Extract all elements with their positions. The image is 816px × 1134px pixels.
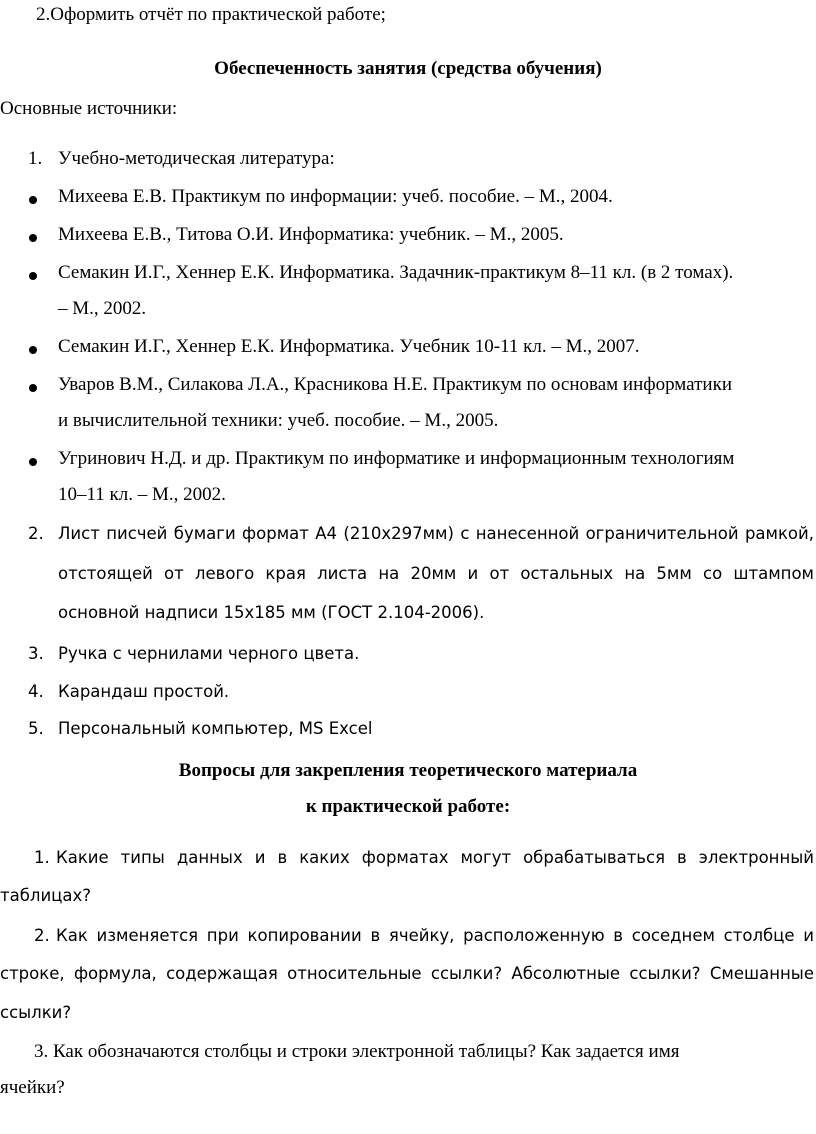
list-item-3-text: Ручка с чернилами черного цвета. bbox=[58, 644, 360, 663]
bullet-item-6-line-1: Угринович Н.Д. и др. Практикум по информатике и информационным технологиям bbox=[58, 448, 735, 469]
list-item-5-text: Персональный компьютер, MS Excel bbox=[58, 719, 373, 738]
bullet-icon bbox=[29, 272, 37, 280]
bullet-item-4: Семакин И.Г., Хеннер Е.К. Информатика. Учебник 10-11 кл. – М., 2007. bbox=[58, 336, 640, 357]
bullet-icon bbox=[29, 196, 37, 204]
question-2-line-3: ссылки? bbox=[0, 1003, 72, 1022]
bullet-item-5-line-1: Уваров В.М., Силакова Л.А., Красникова Н.Е. Практикум по основам информатики bbox=[58, 374, 732, 395]
question-2-line-1: Как изменяется при копировании в ячейку, расположенную в соседнем столбце и bbox=[56, 926, 814, 945]
bullet-icon bbox=[29, 384, 37, 392]
question-3-line-2: ячейки? bbox=[0, 1077, 65, 1098]
bullet-item-2: Михеева Е.В., Титова О.И. Информатика: учебник. – М., 2005. bbox=[58, 224, 564, 245]
bullet-item-6-line-2: 10–11 кл. – М., 2002. bbox=[58, 484, 226, 505]
list-number-3: 3. bbox=[28, 644, 44, 663]
list-number-2: 2. bbox=[28, 524, 44, 543]
question-1-line-2: таблицах? bbox=[0, 886, 92, 905]
bullet-item-3-line-1: Семакин И.Г., Хеннер Е.К. Информатика. Задачник-практикум 8–11 кл. (в 2 томах). bbox=[58, 262, 734, 283]
list-item-1-text: Учебно-методическая литература: bbox=[58, 148, 335, 169]
question-2-line-2: строке, формула, содержащая относительные ссылки? Абсолютные ссылки? Смешанные bbox=[0, 964, 814, 983]
list-item-2-line-2: отстоящей от левого края листа на 20мм и от остальных на 5мм со штампом bbox=[58, 564, 814, 583]
list-item-2-line-3: основной надписи 15х185 мм (ГОСТ 2.104-2006). bbox=[58, 603, 485, 622]
bullet-item-5-line-2: и вычислительной техники: учеб. пособие. – М., 2005. bbox=[58, 410, 499, 431]
intro-item: 2.Оформить отчёт по практической работе; bbox=[36, 4, 386, 25]
section-title-questions-line-1: Вопросы для закрепления теоретического материала bbox=[178, 760, 638, 781]
question-number-2: 2. bbox=[34, 926, 50, 945]
list-item-4-text: Карандаш простой. bbox=[58, 682, 230, 701]
question-3-line-1: 3. Как обозначаются столбцы и строки электронной таблицы? Как задается имя bbox=[34, 1041, 680, 1062]
bullet-item-1: Михеева Е.В. Практикум по информации: учеб. пособие. – М., 2004. bbox=[58, 186, 613, 207]
bullet-icon bbox=[29, 346, 37, 354]
list-number-5: 5. bbox=[28, 719, 44, 738]
question-1-line-1: Какие типы данных и в каких форматах могут обрабатываться в электронный bbox=[56, 848, 814, 867]
bullet-item-3-line-2: – М., 2002. bbox=[58, 298, 147, 319]
list-number-1: 1. bbox=[28, 148, 43, 169]
list-item-2-line-1: Лист писчей бумаги формат А4 (210х297мм) с нанесенной ограничительной рамкой, bbox=[58, 524, 814, 543]
list-number-4: 4. bbox=[28, 682, 44, 701]
bullet-icon bbox=[29, 458, 37, 466]
sources-label: Основные источники: bbox=[0, 98, 178, 119]
bullet-icon bbox=[29, 234, 37, 242]
section-title-means: Обеспеченность занятия (средства обучения) bbox=[214, 58, 602, 79]
section-title-questions-line-2: к практической работе: bbox=[305, 796, 511, 817]
question-number-1: 1. bbox=[34, 848, 50, 867]
